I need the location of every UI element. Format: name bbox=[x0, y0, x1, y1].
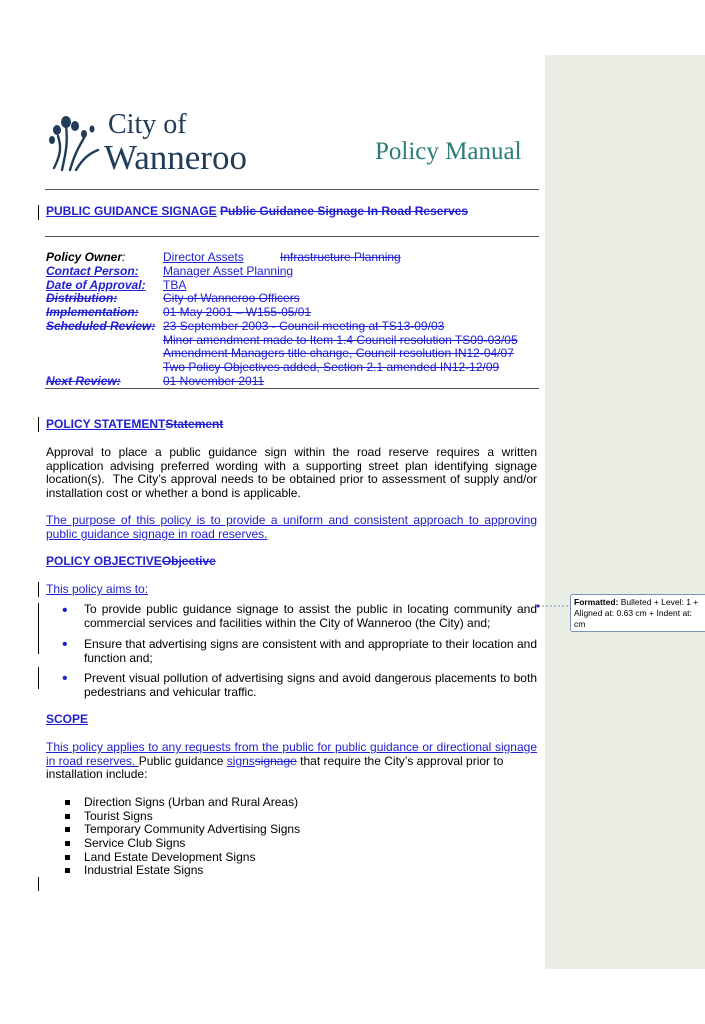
square-bullet-icon bbox=[65, 814, 70, 819]
scope-heading: SCOPE bbox=[46, 712, 89, 726]
title-inserted: PUBLIC GUIDANCE SIGNAGE bbox=[46, 204, 217, 218]
change-bar bbox=[38, 582, 39, 597]
details-divider bbox=[45, 388, 539, 389]
paragraph-line: Approval to place a public guidance sign within the road reserve requires a written bbox=[46, 445, 537, 459]
square-bullet-icon bbox=[65, 827, 70, 832]
scope-list-item: Land Estate Development Signs bbox=[84, 850, 256, 864]
detail-contact-person bbox=[46, 264, 294, 279]
bullet-tab-underline bbox=[70, 645, 83, 650]
scope-ins-word: signs bbox=[226, 754, 255, 768]
detail-policy-owner bbox=[46, 251, 540, 265]
detail-value: Manager Asset Planning bbox=[163, 264, 294, 278]
detail-value: Director Assets bbox=[163, 250, 244, 264]
detail-value: TBA bbox=[163, 278, 187, 292]
heading-deleted: Objective bbox=[161, 554, 216, 568]
markup-margin-pane bbox=[545, 55, 705, 969]
scope-inserted: in road reserves. bbox=[46, 754, 139, 768]
comment-text: cm bbox=[574, 619, 586, 629]
detail-review-note: Minor amendment made to Item 1.4 Council resolution TS09-03/05 bbox=[163, 333, 518, 347]
detail-value: City of Wanneroo Officers bbox=[163, 291, 300, 305]
bullet-tab-underline bbox=[70, 611, 83, 616]
comment-label: Formatted: bbox=[574, 597, 619, 607]
formatting-comment-balloon[interactable] bbox=[570, 594, 705, 632]
detail-value-deleted: Infrastructure Planning bbox=[280, 250, 401, 264]
detail-scheduled-review bbox=[46, 319, 445, 334]
detail-label: Date of Approval: bbox=[46, 278, 146, 292]
policy-statement-heading bbox=[46, 418, 223, 432]
scope-text-rest: that require the City’s approval prior to bbox=[296, 754, 504, 768]
bullet-icon: • bbox=[62, 636, 68, 653]
detail-value: 23 September 2003 - Council meeting at TS13-09/03 bbox=[163, 319, 445, 333]
comment-text: Aligned at: 0.63 cm + Indent at: bbox=[574, 608, 692, 618]
objective-item-line: function and; bbox=[84, 651, 153, 665]
city-logo-emblem-icon bbox=[44, 112, 106, 174]
paragraph-line: installation cost or whether a bond is applicable. bbox=[46, 486, 301, 500]
detail-implementation bbox=[46, 305, 312, 320]
detail-label: Contact Person: bbox=[46, 264, 139, 278]
detail-next-review bbox=[46, 374, 265, 389]
policy-objective-heading bbox=[46, 555, 216, 569]
change-bar bbox=[38, 667, 39, 689]
logo-city-of: City of bbox=[108, 109, 187, 140]
detail-distribution bbox=[46, 291, 300, 306]
square-bullet-icon bbox=[65, 800, 70, 805]
bullet-tab-underline bbox=[70, 679, 83, 684]
objective-item-line: pedestrians and vehicular traffic. bbox=[84, 685, 257, 699]
bullet-icon: • bbox=[62, 670, 68, 687]
title-deleted: Public Guidance Signage In Road Reserves bbox=[220, 204, 469, 218]
detail-review-note: Amendment Managers title change, Council resolution IN12-04/07 bbox=[163, 346, 514, 360]
detail-label: Distribution: bbox=[46, 291, 118, 305]
paragraph-line: location(s). The City’s approval needs to be obtained prior to assessment of supply and/or bbox=[46, 472, 537, 486]
objective-intro: This policy aims to: bbox=[46, 582, 149, 596]
square-bullet-icon bbox=[65, 868, 70, 873]
change-bar bbox=[38, 632, 39, 654]
detail-label: Implementation: bbox=[46, 305, 139, 319]
heading-inserted: POLICY OBJECTIVE bbox=[46, 554, 162, 568]
heading-deleted: Statement bbox=[165, 417, 224, 431]
heading-inserted: POLICY STATEMENT bbox=[46, 417, 166, 431]
scope-list-item: Temporary Community Advertising Signs bbox=[84, 822, 301, 836]
header-divider bbox=[45, 189, 539, 190]
detail-review-note: Two Policy Objectives added, Section 2.1 amended IN12-12/09 bbox=[163, 360, 500, 374]
detail-value: 01 November 2011 bbox=[163, 374, 265, 388]
scope-list-item: Service Club Signs bbox=[84, 836, 186, 850]
scope-text: Public guidance bbox=[138, 754, 227, 768]
square-bullet-icon bbox=[65, 841, 70, 846]
change-bar bbox=[38, 205, 39, 220]
scope-list-item: Tourist Signs bbox=[84, 809, 153, 823]
change-bar bbox=[38, 877, 39, 891]
paragraph-line: application advising preferred wording with a supporting street plan identifying signage bbox=[46, 459, 537, 473]
scope-list-item: Direction Signs (Urban and Rural Areas) bbox=[84, 795, 299, 809]
scope-list-item: Industrial Estate Signs bbox=[84, 863, 204, 877]
objective-item-line: Prevent visual pollution of advertising signs and avoid dangerous placements to both bbox=[84, 671, 537, 685]
detail-label-suffix: : bbox=[122, 250, 126, 264]
paragraph-line: installation include: bbox=[46, 767, 148, 781]
detail-value: 01 May 2001 – W155-05/01 bbox=[163, 305, 312, 319]
title-divider bbox=[45, 236, 539, 237]
document-title bbox=[46, 205, 468, 219]
comment-connector bbox=[536, 602, 572, 610]
paragraph-line: public guidance signage in road reserves. bbox=[46, 527, 268, 541]
policy-manual-title: Policy Manual bbox=[375, 138, 522, 165]
paragraph-line: This policy applies to any requests from the public for public guidance or directional signage bbox=[46, 740, 537, 754]
change-bar bbox=[38, 417, 39, 432]
scope-del-word: signage bbox=[254, 754, 297, 768]
detail-label: Policy Owner bbox=[46, 250, 123, 264]
detail-label: Scheduled Review: bbox=[46, 319, 156, 333]
objective-item-line: commercial services and facilities within the City of Wanneroo (the City) and; bbox=[84, 616, 491, 630]
bullet-icon: • bbox=[62, 602, 68, 619]
objective-item-line: To provide public guidance signage to assist the public in locating community and bbox=[84, 602, 537, 616]
paragraph-line: The purpose of this policy is to provide a uniform and consistent approach to approving bbox=[46, 513, 537, 527]
objective-item-line: Ensure that advertising signs are consistent with and appropriate to their location and bbox=[84, 637, 537, 651]
comment-text: Bulleted + Level: 1 + bbox=[618, 597, 699, 607]
detail-label: Next Review: bbox=[46, 374, 121, 388]
change-bar bbox=[38, 603, 39, 633]
square-bullet-icon bbox=[65, 855, 70, 860]
logo-wanneroo: Wanneroo bbox=[104, 138, 247, 177]
